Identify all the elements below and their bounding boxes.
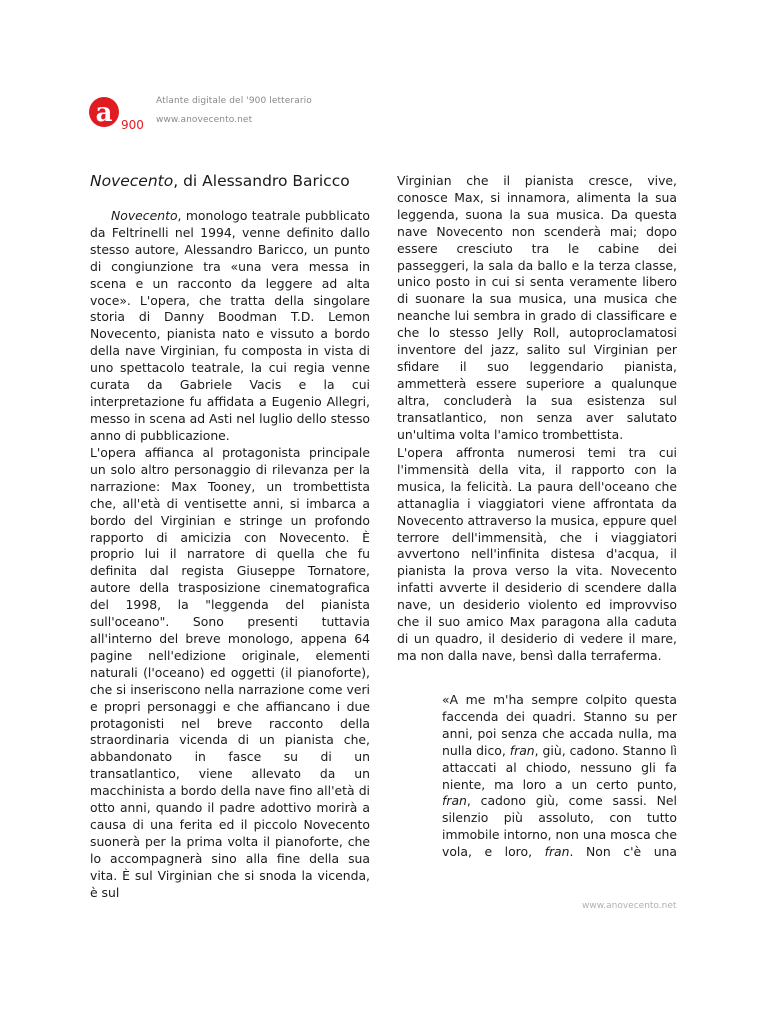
quote-fran-1: fran [509, 742, 535, 758]
paragraph-2: L'opera affianca al protagonista principale un solo altro personaggio di rilevanza per la narrazione: Max Tooney, un trombettista che, all'età di ventisette anni, si imbarca a bordo del Virginian e stringe un profondo rapporto di amicizia con Novecento. È proprio lui il narratore di quella che fu definita dal regista Giuseppe Tornatore, autore della trasposizione cinematografica del 1998, la "leggenda del pianista sull'oceano". Sono presenti tuttavia all'interno del breve monologo, appena 64 pagine nell'edizione originale, elementi naturali (l'oceano) ed oggetti (il pianoforte), che si inseriscono nella narrazione come veri e propri personaggi e che affiancano i due protagonisti nel breve racconto della straordinaria vicenda di un pianista che, abbandonato in fasce su di un transatlantico, viene allevato da un macchinista a bordo della nave fino all'età di otto anni, quando il padre adottivo morirà a causa di una ferita ed il piccolo Novecento suonerà per la prima volta il pianoforte, che lo accompagnerà sino alla fine della sua vita. È sul Virginian che si snoda la vicenda, è sul [90, 445, 370, 900]
paragraph-4: L'opera affronta numerosi temi tra cui l'immensità della vita, il rapporto con la musica, la felicità. La paura dell'oceano che attanaglia i viaggiatori viene affrontata da Novecento attraverso la musica, eppure quel terrore dell'immensità, che i viaggiatori avvertono nell'infinita distesa d'acqua, il pianista la prova verso la vita. Novecento infatti avverte il desiderio di scendere dalla nave, un desiderio violento ed improvviso che il suo amico Max paragona alla caduta di un quadro, il desiderio di vedere il mare, ma non dalla nave, bensì dalla terraferma. [397, 445, 677, 663]
quote-part-4: . Non c'è una [569, 844, 677, 860]
logo-letter: a [95, 98, 113, 128]
quote-part-1: «A me m'ha sempre colpito questa faccenda dei quadri. Stanno su per anni, poi senza che accada nulla, ma nulla dico, [442, 692, 677, 758]
quote-fran-2: fran [442, 793, 467, 809]
brand-tagline: Atlante digitale del '900 letterario [156, 96, 312, 106]
block-quote [442, 692, 677, 861]
paragraph-1-text: , monologo teatrale pubblicato da Feltrinelli nel 1994, venne definito dallo stesso autore, Alessandro Baricco, un punto di congiunzione tra «una vera messa in scena e un racconto da leggere ad alta voce». L'opera, che tratta della singolare storia di Danny Boodman T.D. Lemon Novecento, pianista nato e vissuto a bordo della nave Virginian, fu composta in vista di uno spettacolo teatrale, la cui regia venne curata da Gabriele Vacis e la cui interpretazione fu affidata a Eugenio Allegri, messo in scena ad Asti nel luglio dello stesso anno di pubblicazione. [90, 208, 370, 443]
brand-url[interactable]: www.anovecento.net [156, 115, 253, 125]
logo-mark [88, 92, 152, 136]
article-title-italic: Novecento [90, 172, 174, 190]
quote-fran-3: fran [544, 844, 570, 860]
paragraph-1-italic: Novecento [111, 208, 178, 223]
paragraph-3: Virginian che il pianista cresce, vive, conosce Max, si innamora, alimenta la sua leggenda, suona la sua musica. Da questa nave Novecento non scenderà mai; dopo essere cresciuto tra le cabine dei passeggeri, la sala da ballo e la terza classe, unico posto in cui si senta veramente libero di suonare la sua musica, una musica che neanche lui sembra in grado di classificare e che lo stesso Jelly Roll, autoproclamatosi inventore del jazz, salito sul Virginian per sfidare il suo leggendario pianista, ammetterà essere superiore a qualunque altra, concluderà la sua esistenza sul transatlantico, non senza aver salutato un'ultima volta l'amico trombettista. [397, 173, 677, 442]
logo-number: 900 [121, 118, 144, 132]
anovecento-logo [88, 92, 152, 136]
quote-part-2: , giù, cadono. Stanno lì attaccati al chiodo, nessuno gli fa niente, ma loro a un certo punto, [442, 742, 677, 792]
article-title-rest: , di Alessandro Baricco [173, 172, 350, 190]
quote-part-3: , cadono giù, come sassi. Nel silenzio più assoluto, con tutto immobile intorno, non una mosca che vola, e loro, [442, 793, 677, 860]
footer-url[interactable]: www.anovecento.net [582, 901, 677, 911]
paragraph-1 [90, 208, 370, 445]
article-title [90, 172, 350, 190]
